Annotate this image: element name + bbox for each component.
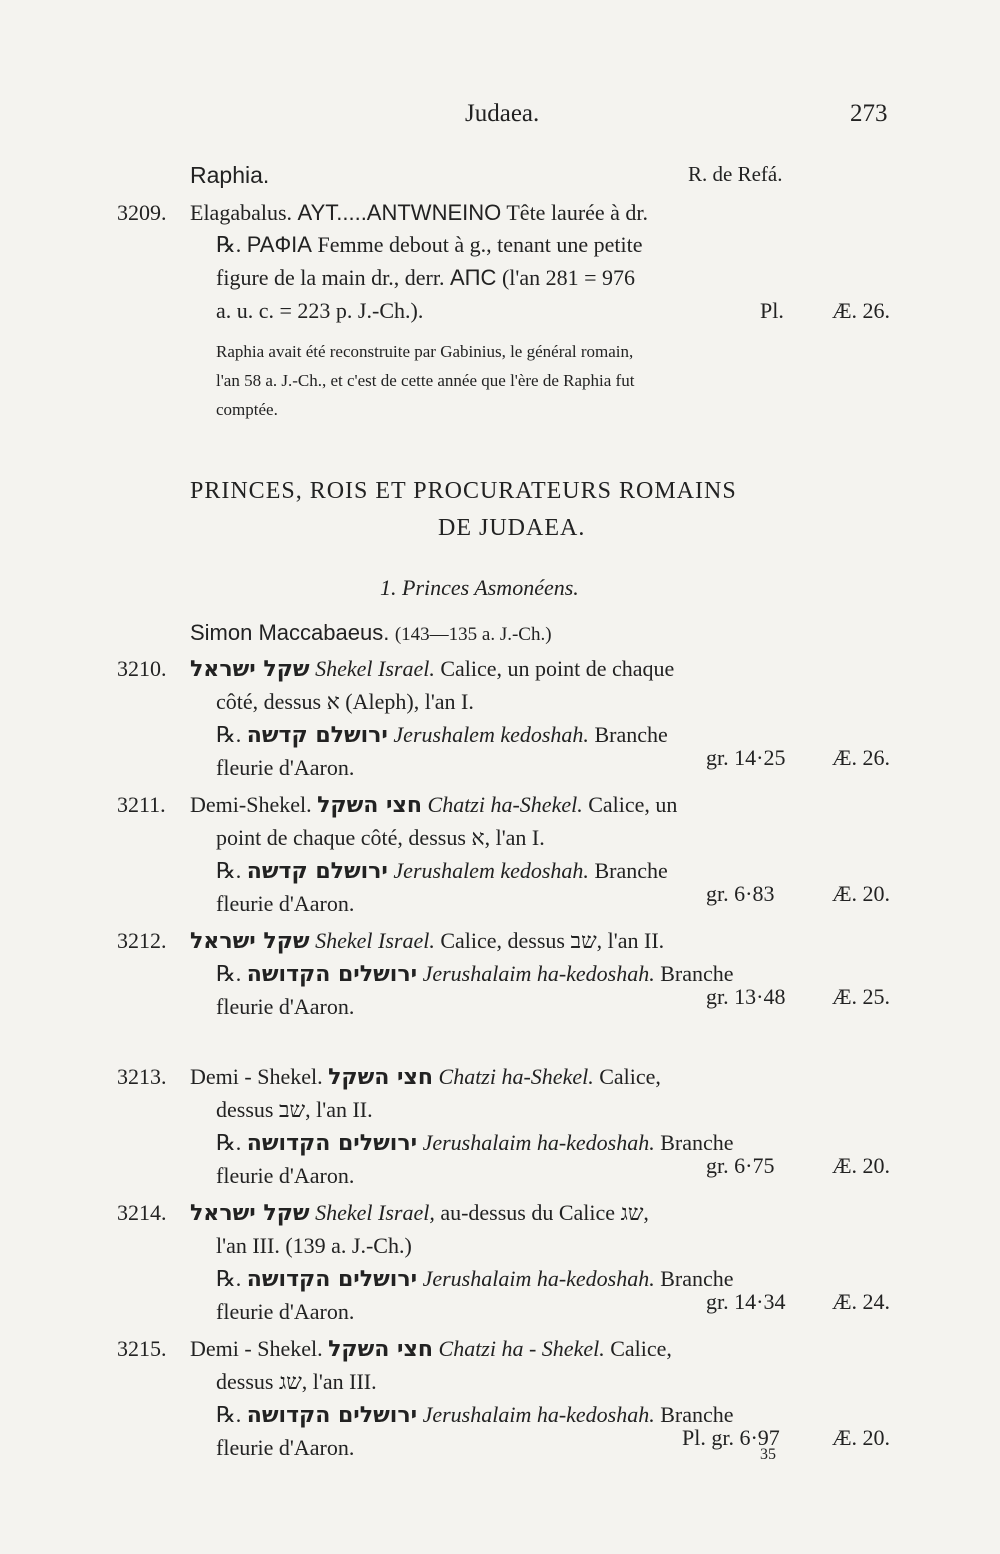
reverse-symbol: ℞.: [216, 1266, 242, 1291]
entry-line: שקל ישראל Shekel Israel. Calice, dessus שב, l'an II.: [190, 928, 665, 954]
weight: Pl. gr. 6·97: [682, 1425, 780, 1450]
entry-line: fleurie d'Aaron.: [216, 1163, 355, 1188]
entry-line: ℞. ירושלים הקדושה Jerushalaim ha-kedoshah. Branche: [216, 1266, 734, 1292]
entry-line: fleurie d'Aaron.: [216, 755, 355, 780]
note-line: l'an 58 a. J.-Ch., et c'est de cette année que l'ère de Raphia fut: [216, 371, 635, 390]
hebrew-legend: שקל ישראל: [190, 657, 310, 682]
hebrew-legend: ירושלם קדשה: [246, 723, 388, 748]
hebrew-legend: ירושלם קדשה: [246, 859, 388, 884]
greek-legend: AYT.....ANTWNEINO: [297, 200, 502, 225]
plate-ref: Pl.: [760, 298, 784, 323]
transliteration: Jerushalaim ha-kedoshah.: [422, 1266, 655, 1291]
hebrew-legend: שקל ישראל: [190, 1201, 310, 1226]
section-title-raphia: Raphia.: [190, 162, 270, 188]
chapter-heading: PRINCES, ROIS ET PROCURATEURS ROMAINS: [190, 478, 737, 504]
entry-line: Elagabalus. AYT.....ANTWNEINO Tête laurée à dr.: [190, 200, 649, 225]
greek-legend: PAФIA: [246, 232, 312, 257]
greek-legend: AΠC: [449, 265, 497, 290]
entry-line: ℞. ירושלים הקדושה Jerushalaim ha-kedoshah. Branche: [216, 1402, 734, 1428]
entry-line: fleurie d'Aaron.: [216, 1435, 355, 1460]
transliteration: Shekel Israel.: [315, 928, 435, 953]
entry-line: ℞. ירושלים הקדושה Jerushalaim ha-kedoshah. Branche: [216, 1130, 734, 1156]
entry-line: côté, dessus א (Aleph), l'an I.: [216, 689, 474, 714]
metal-size: Æ. 26.: [832, 298, 891, 323]
hebrew-legend: חצי השקל: [328, 1337, 434, 1362]
hebrew-legend: חצי השקל: [328, 1065, 434, 1090]
metal-size: Æ. 24.: [832, 1289, 891, 1314]
page-number: 273: [850, 100, 888, 127]
weight: gr. 14·34: [706, 1289, 786, 1314]
weight: gr. 14·25: [706, 745, 786, 770]
transliteration: Shekel Israel,: [315, 1200, 435, 1225]
metal-size: Æ. 20.: [832, 1153, 891, 1178]
signature-mark: 35: [760, 1446, 776, 1463]
hebrew-legend: חצי השקל: [317, 793, 423, 818]
transliteration: Jerushalaim ha-kedoshah.: [422, 1402, 655, 1427]
entry-line: שקל ישראל Shekel Israel, au-dessus du Calice שג,: [190, 1200, 649, 1226]
entry-line: שקל ישראל Shekel Israel. Calice, un point de chaque: [190, 656, 675, 682]
reverse-symbol: ℞.: [216, 232, 242, 257]
running-header: Judaea.: [465, 100, 540, 127]
hebrew-legend: ירושלים הקדושה: [246, 1131, 418, 1156]
reverse-symbol: ℞.: [216, 1130, 242, 1155]
entry-line: ℞. ירושלם קדשה Jerushalem kedoshah. Branche: [216, 858, 668, 884]
weight: gr. 6·83: [706, 881, 775, 906]
transliteration: Jerushalaim ha-kedoshah.: [422, 1130, 655, 1155]
hebrew-legend: ירושלים הקדושה: [246, 1403, 418, 1428]
subsection-title: 1. Princes Asmonéens.: [380, 575, 579, 600]
entry-number: 3209.: [117, 200, 167, 225]
note-line: comptée.: [216, 400, 278, 419]
entry-number: 3212.: [117, 928, 167, 953]
entry-line: ℞. ירושלם קדשה Jerushalem kedoshah. Branche: [216, 722, 668, 748]
transliteration: Jerushalem kedoshah.: [393, 722, 589, 747]
weight: gr. 13·48: [706, 984, 786, 1009]
transliteration: Shekel Israel.: [315, 656, 435, 681]
entry-line: dessus שג, l'an III.: [216, 1369, 377, 1394]
note-line: Raphia avait été reconstruite par Gabinius, le général romain,: [216, 342, 634, 361]
hebrew-legend: ירושלים הקדושה: [246, 1267, 418, 1292]
entry-number: 3213.: [117, 1064, 167, 1089]
entry-number: 3211.: [117, 792, 166, 817]
entry-line: ℞. ירושלים הקדושה Jerushalaim ha-kedoshah. Branche: [216, 961, 734, 987]
entry-line: Demi - Shekel. חצי השקל Chatzi ha - Shekel. Calice,: [190, 1336, 672, 1362]
metal-size: Æ. 26.: [832, 745, 891, 770]
reverse-symbol: ℞.: [216, 858, 242, 883]
metal-size: Æ. 20.: [832, 1425, 891, 1450]
entry-line: ℞. PAФIA Femme debout à g., tenant une petite: [216, 232, 643, 257]
entry-line: Demi-Shekel. חצי השקל Chatzi ha-Shekel. Calice, un: [190, 792, 678, 818]
reverse-symbol: ℞.: [216, 722, 242, 747]
entry-line: fleurie d'Aaron.: [216, 891, 355, 916]
transliteration: Jerushalem kedoshah.: [393, 858, 589, 883]
transliteration: Jerushalaim ha-kedoshah.: [422, 961, 655, 986]
entry-line: l'an III. (139 a. J.-Ch.): [216, 1233, 412, 1258]
metal-size: Æ. 20.: [832, 881, 891, 906]
entry-line: Demi - Shekel. חצי השקל Chatzi ha-Shekel. Calice,: [190, 1064, 661, 1090]
ruler-heading: Simon Maccabaeus. (143—135 a. J.-Ch.): [190, 620, 552, 645]
entry-line: a. u. c. = 223 p. J.-Ch.).: [216, 298, 424, 323]
chapter-heading-sub: DE JUDAEA.: [438, 515, 586, 541]
entry-line: fleurie d'Aaron.: [216, 994, 355, 1019]
entry-line: fleurie d'Aaron.: [216, 1299, 355, 1324]
entry-number: 3214.: [117, 1200, 167, 1225]
entry-line: figure de la main dr., derr. AΠC (l'an 281 = 976: [216, 265, 636, 290]
weight: gr. 6·75: [706, 1153, 775, 1178]
transliteration: Chatzi ha-Shekel.: [438, 1064, 594, 1089]
entry-line: dessus שב, l'an II.: [216, 1097, 373, 1122]
reverse-symbol: ℞.: [216, 961, 242, 986]
entry-number: 3210.: [117, 656, 167, 681]
entry-line: point de chaque côté, dessus א, l'an I.: [216, 825, 545, 850]
section-modern-name: R. de Refá.: [688, 162, 783, 186]
reverse-symbol: ℞.: [216, 1402, 242, 1427]
transliteration: Chatzi ha - Shekel.: [438, 1336, 605, 1361]
hebrew-legend: ירושלים הקדושה: [246, 962, 418, 987]
entry-number: 3215.: [117, 1336, 167, 1361]
metal-size: Æ. 25.: [832, 984, 891, 1009]
transliteration: Chatzi ha-Shekel.: [427, 792, 583, 817]
hebrew-legend: שקל ישראל: [190, 929, 310, 954]
